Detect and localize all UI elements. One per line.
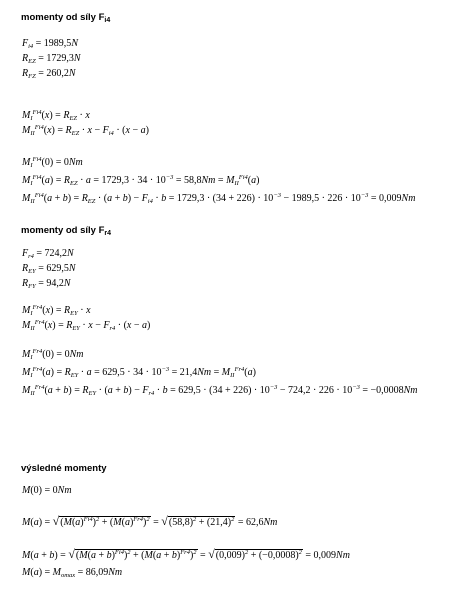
equation-line: $M(a) = √(M(a)^{Fi4})^2 + (M(a)^{Fr4})^2 = √(58,8)^2 + (21,4)^2 = 62,6Nm$ <box>22 514 278 528</box>
section-heading-fr4: momenty od síly $F_{r4}$ <box>21 225 112 237</box>
equation-line: $F_{r4} = 724,2N$ <box>22 248 74 260</box>
equation-line: $M_I^{Fr4}(a) = R_{EY} \cdot a = 629,5 \cdot 34 \cdot 10^{-3} = 21,4Nm = M_{II}^{Fr4}(a)$ <box>22 366 256 379</box>
equation-line: $R_{FZ} = 260,2N$ <box>22 68 76 80</box>
equation-line: $M_{II}^{Fi4}(a + b) = R_{EZ} \cdot (a + b) - F_{i4} \cdot b = 1729,3 \cdot (34 + 226) \cdot 10^{-3} - 1989,5 \cdot 226 \cdot 10^{-3} = 0,009Nm$ <box>22 192 416 205</box>
equation-line: $F_{i4} = 1989,5N$ <box>22 38 78 50</box>
section-heading-result: výsledné momenty <box>21 463 107 474</box>
equation-line: $R_{EY} = 629,5N$ <box>22 263 76 275</box>
equation-line: $M_{II}^{Fr4}(a + b) = R_{EY} \cdot (a + b) - F_{r4} \cdot b = 629,5 \cdot (34 + 226) \cdot 10^{-3} - 724,2 \cdot 226 \cdot 10^{-3} = -0,0008Nm$ <box>22 384 418 397</box>
equation-line: $M_I^{Fi4}(0) = 0Nm$ <box>22 156 83 169</box>
equation-line: $M_I^{Fr4}(x) = R_{EY} \cdot x$ <box>22 304 91 317</box>
equation-line: $R_{EZ} = 1729,3N$ <box>22 53 81 65</box>
equation-line: $M(a) = M_{omax} = 86,09Nm$ <box>22 567 123 579</box>
equation-line: $M_I^{Fr4}(0) = 0Nm$ <box>22 348 84 361</box>
equation-line: $M_I^{Fi4}(x) = R_{EZ} \cdot x$ <box>22 109 90 122</box>
equation-line: M(0) = 0Nm <box>22 485 72 496</box>
equation-line: $M_{II}^{Fi4}(x) = R_{EZ} \cdot x - F_{i4} \cdot (x - a)$ <box>22 124 149 137</box>
equation-line: $M_{II}^{Fr4}(x) = R_{EY} \cdot x - F_{r4} \cdot (x - a)$ <box>22 319 151 332</box>
section-heading-fi4: momenty od síly $F_{i4}$ <box>21 12 111 24</box>
equation-line: $R_{FY} = 94,2N$ <box>22 278 71 290</box>
equation-line: $M(a + b) = √(M(a + b)^{Fi4})^2 + (M(a + b)^{Fr4})^2 = √(0,009)^2 + (-0,0008)^2 = 0,009Nm$ <box>22 547 350 561</box>
equation-line: $M_I^{Fi4}(a) = R_{EZ} \cdot a = 1729,3 \cdot 34 \cdot 10^{-3} = 58,8Nm = M_{II}^{Fi4}(a)$ <box>22 174 260 187</box>
